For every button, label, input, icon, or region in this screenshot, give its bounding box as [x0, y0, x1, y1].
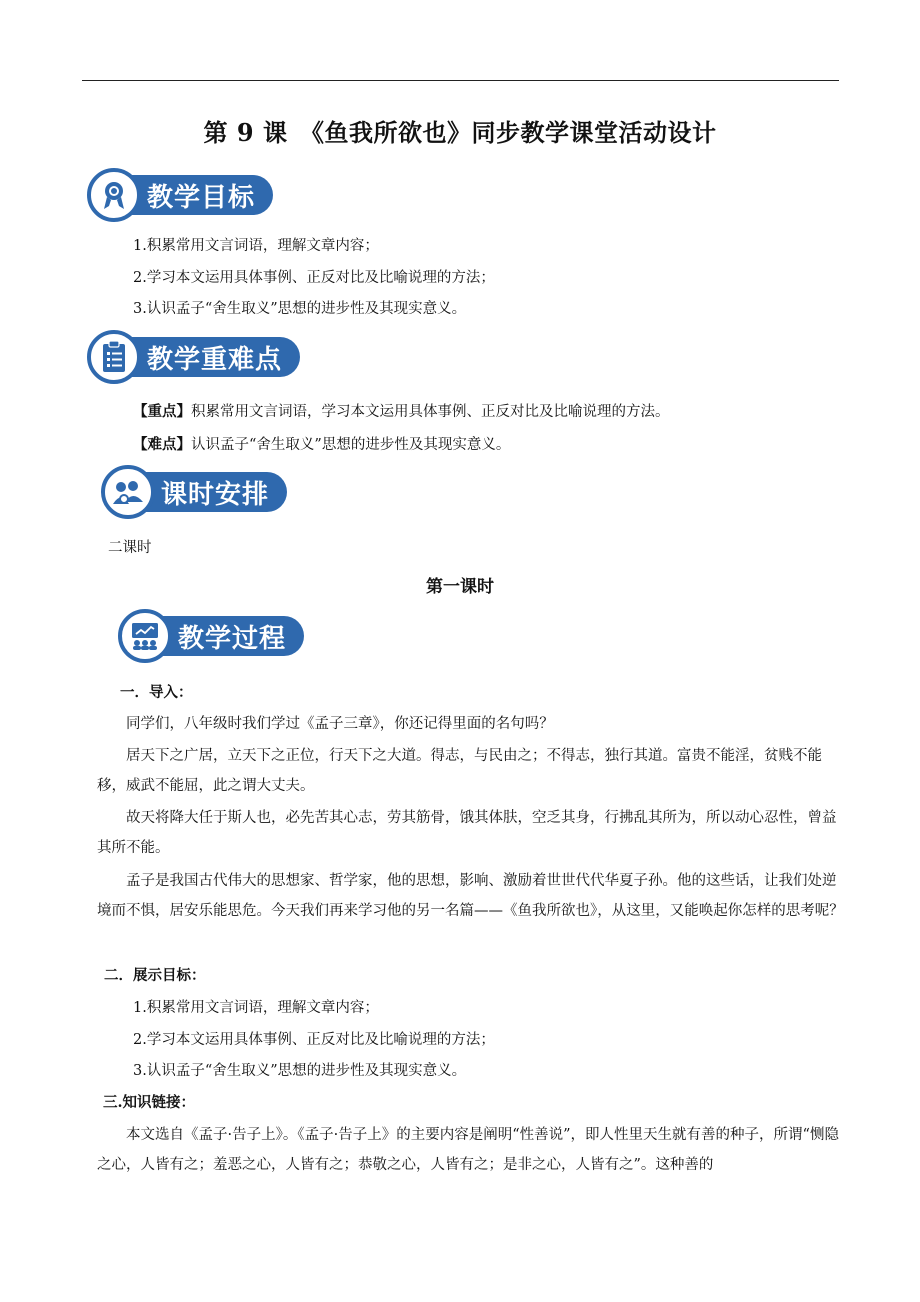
key-point-row: [133, 402, 670, 422]
lesson-heading: 第一课时: [426, 577, 494, 597]
section-badge-process: [118, 611, 304, 661]
process-paragraph: 居天下之广居，立天下之正位，行天下之大道。得志，与民由之；不得志，独行其道。富贵不能淫，贫贱不能移，威武不能屈，此之谓大丈夫。: [97, 748, 822, 794]
header-rule: [82, 80, 839, 81]
process-goal-item: 3.认识孟子“舍生取义”思想的进步性及其现实意义。: [133, 1063, 467, 1079]
section-title-process: 教学过程: [152, 616, 304, 656]
people-group-icon: [101, 465, 155, 519]
process-paragraph: 孟子是我国古代伟大的思想家、哲学家，他的思想，影响、激励着世世代代华夏子孙。他的这些话，让我们处逆境而不惧，居安乐能思危。今天我们再来学习他的另一名篇——《鱼我所欲也》，从这里，又能唤起你怎样的思考呢？: [97, 873, 844, 919]
process-goal-item: 2.学习本文运用具体事例、正反对比及比喻说理的方法；: [133, 1032, 495, 1048]
process-paragraph: 同学们，八年级时我们学过《孟子三章》，你还记得里面的名句吗？: [126, 716, 554, 732]
section-title-key-points: 教学重难点: [121, 337, 300, 377]
section-title-goals: 教学目标: [121, 175, 273, 215]
process-goal-item: 1.积累常用文言词语，理解文章内容；: [133, 1000, 379, 1016]
process-heading-intro: 一．导入：: [120, 684, 193, 701]
process-heading-knowledge: 三.知识链接：: [103, 1094, 196, 1111]
section-badge-key-points: [87, 332, 300, 382]
section-title-schedule: 课时安排: [135, 472, 287, 512]
clipboard-list-icon: [87, 330, 141, 384]
key-point-text: 积累常用文言词语，学习本文运用具体事例、正反对比及比喻说理的方法。: [191, 404, 670, 420]
process-paragraph: 故天将降大任于斯人也，必先苦其心志，劳其筋骨，饿其体肤，空乏其身，行拂乱其所为，所以动心忍性，曾益其所不能。: [97, 810, 837, 856]
section-badge-schedule: [101, 467, 287, 517]
presentation-board-icon: [118, 609, 172, 663]
page-title: 第 9 课 《鱼我所欲也》同步教学课堂活动设计: [203, 118, 717, 147]
schedule-text: 二课时: [108, 540, 152, 556]
section-badge-goals: [87, 170, 273, 220]
key-point-label: 【重点】: [133, 403, 191, 420]
difficult-point-row: [133, 435, 510, 455]
goal-item: 1.积累常用文言词语，理解文章内容；: [133, 238, 379, 254]
difficult-point-label: 【难点】: [133, 436, 191, 453]
difficult-point-text: 认识孟子“舍生取义”思想的进步性及其现实意义。: [191, 437, 511, 453]
goal-item: 3.认识孟子“舍生取义”思想的进步性及其现实意义。: [133, 301, 467, 317]
process-paragraph: 本文选自《孟子·告子上》。《孟子·告子上》的主要内容是阐明“性善说”，即人性里天生就有善的种子，所谓“恻隐之心，人皆有之；羞恶之心，人皆有之；恭敬之心，人皆有之；是非之心，人皆有之”。这种善的: [97, 1127, 839, 1173]
award-ribbon-icon: [87, 168, 141, 222]
process-heading-goals: 二．展示目标：: [104, 967, 206, 984]
goal-item: 2.学习本文运用具体事例、正反对比及比喻说理的方法；: [133, 270, 495, 286]
